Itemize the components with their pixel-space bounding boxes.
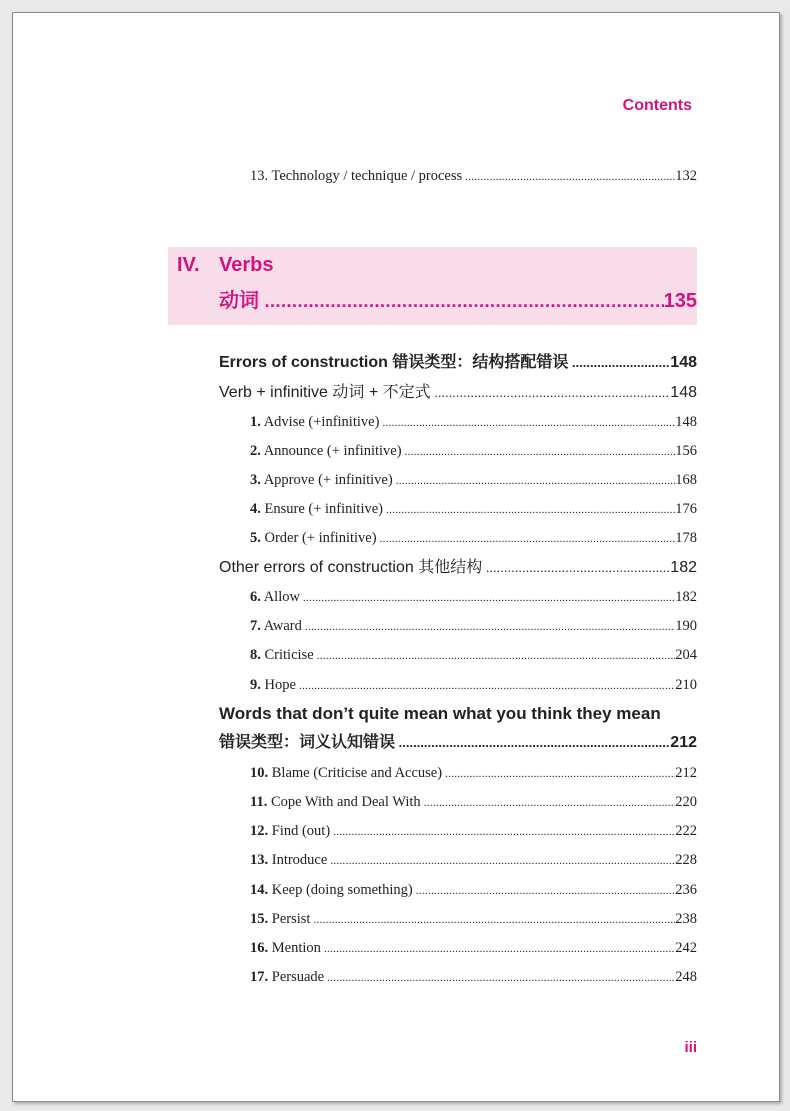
entry-number: 12.: [250, 823, 269, 839]
entry-label: Criticise: [264, 647, 314, 663]
section-subtitle: 动词 .....: [219, 288, 664, 314]
entry-page: 190: [675, 618, 697, 634]
toc-entry[interactable]: [250, 587, 697, 607]
group-page: 148: [670, 384, 697, 401]
entry-page: 210: [675, 677, 697, 693]
entry-label: Allow: [263, 589, 300, 605]
entry-number: 4.: [250, 501, 261, 517]
entry-page: 220: [675, 794, 697, 810]
entry-label: Introduce: [271, 852, 328, 868]
entry-number: 2.: [250, 443, 261, 459]
group-label: Other errors of construction 其他结构 .....: [219, 557, 670, 579]
running-header: Contents: [622, 97, 692, 114]
toc-entry-page: 132: [675, 168, 697, 184]
entry-number: 15.: [250, 911, 269, 927]
entry-page: 178: [675, 530, 697, 546]
group-page: 182: [670, 559, 697, 576]
entry-page: 212: [675, 765, 697, 781]
toc-entry[interactable]: [250, 850, 697, 870]
entry-page: 222: [675, 823, 697, 839]
entry-page: 156: [675, 443, 697, 459]
toc-entry[interactable]: [250, 528, 697, 548]
entry-label: Announce (+ infinitive): [263, 443, 402, 459]
entry-number: 8.: [250, 647, 261, 663]
toc-entry[interactable]: [250, 412, 697, 432]
toc-entry[interactable]: [250, 938, 697, 958]
group-label: Errors of construction 错误类型：结构搭配错误 .....: [219, 352, 670, 374]
entry-number: 5.: [250, 530, 261, 546]
entry-number: 7.: [250, 618, 261, 634]
entry-number: 10.: [250, 765, 269, 781]
entry-page: 248: [675, 969, 697, 985]
section-subtitle-row[interactable]: [219, 288, 697, 314]
toc-entry[interactable]: [250, 645, 697, 665]
entry-number: 6.: [250, 589, 261, 605]
group-label: 错误类型：词义认知错误 .....: [219, 732, 670, 754]
toc-entry-label: 13. Technology / technique / process .....: [250, 166, 675, 186]
entry-page: 238: [675, 911, 697, 927]
entry-label: Mention: [271, 940, 321, 956]
entry-label: Advise (+infinitive): [263, 414, 380, 430]
entry-label: Hope: [264, 677, 296, 693]
toc-entry[interactable]: [250, 967, 697, 987]
entry-label: Approve (+ infinitive): [263, 472, 393, 488]
group-page: 212: [670, 734, 697, 751]
toc-entry[interactable]: [250, 763, 697, 783]
entry-label: Persist: [271, 911, 311, 927]
section-number: IV.: [177, 254, 200, 276]
toc-entry[interactable]: [250, 675, 697, 695]
entry-label: Blame (Criticise and Accuse): [271, 765, 443, 781]
entry-number: 9.: [250, 677, 261, 693]
toc-entry[interactable]: [250, 821, 697, 841]
entry-page: 168: [675, 472, 697, 488]
entry-label: Order (+ infinitive): [264, 530, 377, 546]
toc-group-other-construction[interactable]: [219, 557, 697, 579]
entry-page: 204: [675, 647, 697, 663]
toc-group-verb-infinitive[interactable]: [219, 382, 697, 404]
entry-number: 16.: [250, 940, 269, 956]
entry-label: Cope With and Deal With: [270, 794, 421, 810]
toc-entry[interactable]: [250, 441, 697, 461]
entry-label: Persuade: [271, 969, 325, 985]
entry-number: 17.: [250, 969, 269, 985]
entry-page: 148: [675, 414, 697, 430]
toc-entry[interactable]: [250, 499, 697, 519]
toc-entry[interactable]: [250, 616, 697, 636]
entry-number: 13.: [250, 852, 269, 868]
entry-page: 182: [675, 589, 697, 605]
entry-page: 228: [675, 852, 697, 868]
book-page: [12, 12, 780, 1102]
entry-number: 3.: [250, 472, 261, 488]
toc-entry[interactable]: [250, 792, 697, 812]
group-label: Verb + infinitive 动词 + 不定式 .....: [219, 382, 670, 404]
toc-entry[interactable]: [250, 880, 697, 900]
entry-number: 1.: [250, 414, 261, 430]
toc-group-meaning-heading[interactable]: Words that don’t quite mean what you think they mean: [219, 704, 661, 723]
page-number: iii: [684, 1039, 697, 1056]
entry-number: 14.: [250, 882, 269, 898]
entry-page: 242: [675, 940, 697, 956]
entry-label: Award: [263, 618, 302, 634]
toc-entry[interactable]: [250, 909, 697, 929]
entry-number: 11.: [250, 794, 268, 810]
toc-entry[interactable]: [250, 470, 697, 490]
toc-group-meaning[interactable]: [219, 732, 697, 754]
section-title-text: Verbs: [219, 254, 274, 276]
entry-label: Ensure (+ infinitive): [264, 501, 384, 517]
entry-page: 236: [675, 882, 697, 898]
toc-group-construction[interactable]: [219, 352, 697, 374]
section-page: 135: [663, 290, 697, 312]
entry-page: 176: [675, 501, 697, 517]
section-title[interactable]: [177, 254, 273, 277]
toc-entry[interactable]: [250, 166, 697, 186]
entry-label: Keep (doing something): [271, 882, 413, 898]
group-page: 148: [670, 354, 697, 371]
entry-label: Find (out): [271, 823, 331, 839]
